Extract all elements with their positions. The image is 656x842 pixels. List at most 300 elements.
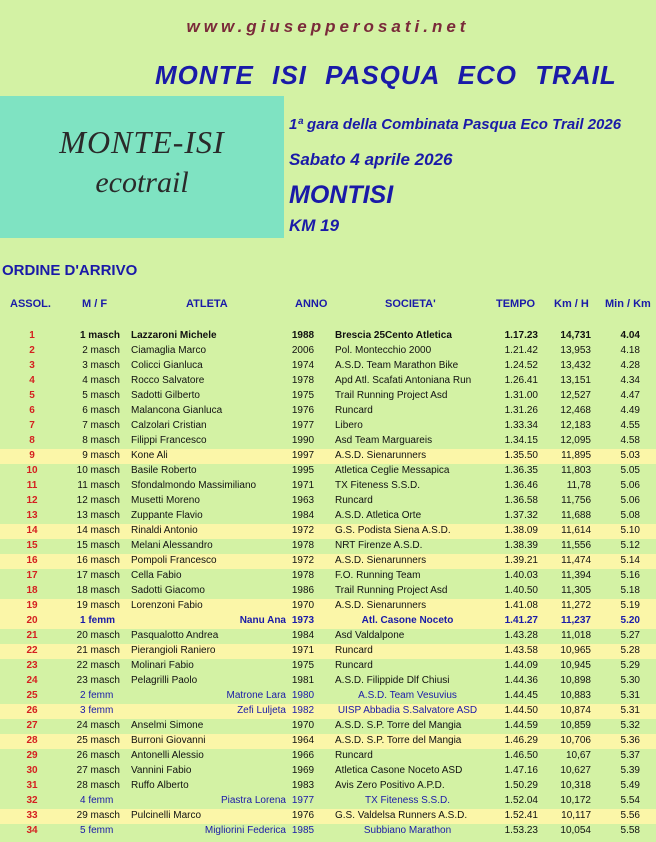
speed-cell: 10,706 [560,735,591,746]
position-cell: 22 [26,645,38,656]
pace-cell: 5.19 [620,600,640,611]
position-cell: 17 [26,570,38,581]
time-cell: 1.36.46 [504,480,538,491]
category-cell: 13 masch [76,510,120,521]
time-cell: 1.37.32 [504,510,538,521]
athlete-cell: Anselmi Simone [131,720,204,731]
society-cell: A.S.D. Sienarunners [335,450,427,461]
position-cell: 31 [26,780,38,791]
header-anno: ANNO [295,298,328,310]
speed-cell: 11,305 [561,585,591,596]
position-cell: 1 [29,330,35,341]
year-cell: 1997 [291,450,315,461]
table-row [0,449,656,464]
speed-cell: 11,78 [566,480,591,491]
year-cell: 1969 [291,765,315,776]
position-cell: 11 [26,480,38,491]
table-row [0,734,656,749]
society-cell: Brescia 25Cento Atletica [335,330,452,341]
speed-cell: 10,172 [560,795,591,806]
speed-cell: 11,556 [561,540,591,551]
position-cell: 20 [26,615,38,626]
speed-cell: 10,054 [560,825,591,836]
year-cell: 1970 [291,720,315,731]
time-cell: 1.31.26 [504,405,538,416]
year-cell: 1988 [291,330,315,341]
athlete-cell: Melani Alessandro [131,540,213,551]
speed-cell: 11,895 [561,450,591,461]
speed-cell: 10,945 [560,660,591,671]
year-cell: 1978 [291,570,315,581]
society-cell: F.O. Running Team [335,570,421,581]
category-cell: 8 masch [82,435,120,446]
table-row [0,794,656,809]
year-cell: 1970 [291,600,315,611]
athlete-cell: Zefi Luljeta [237,705,286,716]
speed-cell: 11,018 [561,630,591,641]
pace-cell: 5.31 [620,705,640,716]
position-cell: 8 [29,435,35,446]
speed-cell: 11,272 [561,600,591,611]
table-row [0,569,656,584]
position-cell: 24 [26,675,38,686]
pace-cell: 5.49 [620,780,640,791]
race-location: MONTISI [289,181,394,209]
athlete-cell: Sfondalmondo Massimiliano [131,480,257,491]
position-cell: 32 [26,795,38,806]
athlete-cell: Basile Roberto [131,465,197,476]
year-cell: 1978 [291,540,315,551]
time-cell: 1.43.58 [504,645,538,656]
header-kmh: Km / H [554,298,589,310]
time-cell: 1.47.16 [504,765,538,776]
athlete-cell: Sadotti Giacomo [131,585,205,596]
time-cell: 1.38.39 [504,540,538,551]
athlete-cell: Zuppante Flavio [131,510,203,521]
pace-cell: 4.18 [620,345,640,356]
table-row [0,344,656,359]
category-cell: 21 masch [76,645,120,656]
table-row [0,479,656,494]
athlete-cell: Musetti Moreno [131,495,200,506]
table-row [0,389,656,404]
speed-cell: 10,859 [560,720,591,731]
position-cell: 21 [26,630,38,641]
pace-cell: 5.03 [620,450,640,461]
category-cell: 5 femm [80,825,114,836]
year-cell: 1978 [291,375,315,386]
table-row [0,464,656,479]
category-cell: 5 masch [82,390,120,401]
pace-cell: 5.58 [620,825,640,836]
category-cell: 19 masch [76,600,120,611]
category-cell: 3 femm [80,705,114,716]
position-cell: 15 [26,540,38,551]
time-cell: 1.50.29 [504,780,538,791]
position-cell: 9 [29,450,35,461]
table-row [0,614,656,629]
race-date: Sabato 4 aprile 2026 [289,150,453,169]
category-cell: 29 masch [76,810,120,821]
position-cell: 28 [26,735,38,746]
time-cell: 1.44.59 [504,720,538,731]
logo-text-sub: ecotrail [95,166,189,199]
speed-cell: 11,803 [561,465,591,476]
pace-cell: 5.12 [620,540,640,551]
category-cell: 10 masch [76,465,120,476]
speed-cell: 13,953 [560,345,591,356]
time-cell: 1.41.27 [504,615,538,626]
year-cell: 1980 [291,690,315,701]
society-cell: A.S.D. S.P. Torre del Mangia [335,735,462,746]
table-row [0,554,656,569]
speed-cell: 10,627 [560,765,591,776]
race-distance: KM 19 [289,216,340,235]
pace-cell: 5.56 [620,810,640,821]
speed-cell: 10,965 [560,645,591,656]
athlete-cell: Calzolari Cristian [131,420,207,431]
speed-cell: 12,095 [560,435,591,446]
athlete-cell: Rocco Salvatore [131,375,205,386]
athlete-cell: Lazzaroni Michele [131,330,217,341]
event-logo [0,96,284,238]
year-cell: 1990 [291,435,315,446]
category-cell: 4 femm [80,795,114,806]
athlete-cell: Ciamaglia Marco [131,345,207,356]
society-cell: Asd Valdalpone [335,630,405,641]
year-cell: 1981 [291,675,315,686]
time-cell: 1.24.52 [504,360,538,371]
table-row [0,509,656,524]
athlete-cell: Molinari Fabio [131,660,194,671]
pace-cell: 5.16 [620,570,640,581]
time-cell: 1.36.58 [504,495,538,506]
header-minkm: Min / Km [605,298,651,310]
race-subtitle: 1ª gara della Combinata Pasqua Eco Trail 2026 [289,116,622,133]
society-cell: A.S.D. Team Marathon Bike [335,360,459,371]
society-cell: Asd Team Marguareis [335,435,433,446]
table-row [0,584,656,599]
pace-cell: 5.06 [620,480,640,491]
pace-cell: 5.36 [620,735,640,746]
speed-cell: 14,731 [560,330,591,341]
time-cell: 1.46.50 [504,750,538,761]
speed-cell: 12,468 [560,405,591,416]
athlete-cell: Pulcinelli Marco [131,810,202,821]
society-cell: A.S.D. Sienarunners [335,555,427,566]
society-cell: NRT Firenze A.S.D. [335,540,423,551]
pace-cell: 5.18 [620,585,640,596]
year-cell: 1972 [291,525,315,536]
year-cell: 1977 [291,420,315,431]
society-cell: TX Fiteness S.S.D. [335,480,421,491]
category-cell: 26 masch [76,750,120,761]
table-row [0,689,656,704]
table-header [0,298,656,314]
time-cell: 1.33.34 [504,420,538,431]
table-row [0,374,656,389]
position-cell: 14 [26,525,38,536]
table-row [0,659,656,674]
society-cell: G.S. Valdelsa Runners A.S.D. [335,810,468,821]
position-cell: 5 [29,390,35,401]
header-mf: M / F [82,298,108,310]
pace-cell: 4.04 [620,330,640,341]
year-cell: 1984 [291,630,315,641]
position-cell: 6 [29,405,35,416]
table-row [0,539,656,554]
year-cell: 1971 [291,645,315,656]
society-cell: Libero [335,420,363,431]
year-cell: 1971 [291,480,315,491]
position-cell: 4 [29,375,35,386]
athlete-cell: Cella Fabio [131,570,182,581]
time-cell: 1.21.42 [504,345,538,356]
time-cell: 1.40.03 [504,570,538,581]
table-row [0,644,656,659]
athlete-cell: Pompoli Francesco [131,555,217,566]
year-cell: 1974 [291,360,315,371]
table-row [0,749,656,764]
category-cell: 22 masch [76,660,120,671]
speed-cell: 11,614 [561,525,591,536]
athlete-cell: Rinaldi Antonio [131,525,198,536]
year-cell: 2006 [291,345,315,356]
pace-cell: 5.30 [620,675,640,686]
society-cell: Runcard [335,495,373,506]
speed-cell: 10,883 [560,690,591,701]
time-cell: 1.43.28 [504,630,538,641]
time-cell: 1.40.50 [504,585,538,596]
time-cell: 1.41.08 [504,600,538,611]
speed-cell: 11,688 [561,510,591,521]
pace-cell: 5.31 [620,690,640,701]
athlete-cell: Migliorini Federica [204,825,286,836]
year-cell: 1973 [291,615,315,626]
page-title: MONTE ISI PASQUA ECO TRAIL [155,60,617,90]
time-cell: 1.31.00 [504,390,538,401]
society-cell: Runcard [335,645,373,656]
position-cell: 3 [29,360,35,371]
speed-cell: 11,474 [561,555,591,566]
athlete-cell: Sadotti Gilberto [131,390,200,401]
pace-cell: 5.05 [620,465,640,476]
table-row [0,764,656,779]
table-row [0,629,656,644]
speed-cell: 12,527 [560,390,591,401]
athlete-cell: Pasqualotto Andrea [131,630,219,641]
time-cell: 1.39.21 [504,555,538,566]
pace-cell: 5.32 [620,720,640,731]
speed-cell: 10,318 [560,780,591,791]
time-cell: 1.46.29 [504,735,538,746]
site-url[interactable]: www.giusepperosati.net [186,17,470,36]
year-cell: 1963 [291,495,315,506]
pace-cell: 5.27 [620,630,640,641]
society-cell: Atl. Casone Noceto [361,615,454,626]
time-cell: 1.44.36 [504,675,538,686]
time-cell: 1.44.09 [504,660,538,671]
speed-cell: 10,898 [560,675,591,686]
athlete-cell: Ruffo Alberto [131,780,189,791]
position-cell: 2 [29,345,35,356]
table-row [0,704,656,719]
position-cell: 26 [26,705,38,716]
athlete-cell: Matrone Lara [226,690,286,701]
society-cell: Atletica Casone Noceto ASD [335,765,463,776]
year-cell: 1972 [291,555,315,566]
pace-cell: 5.28 [620,645,640,656]
society-cell: Runcard [335,660,373,671]
year-cell: 1982 [291,705,315,716]
society-cell: Trail Running Project Asd [335,390,448,401]
pace-cell: 5.37 [620,750,640,761]
time-cell: 1.35.50 [504,450,538,461]
category-cell: 18 masch [76,585,120,596]
table-row [0,329,656,344]
position-cell: 12 [26,495,38,506]
athlete-cell: Pierangioli Raniero [131,645,216,656]
header-tempo: TEMPO [496,298,536,310]
position-cell: 27 [26,720,38,731]
year-cell: 1964 [291,735,315,746]
time-cell: 1.36.35 [504,465,538,476]
table-row [0,419,656,434]
year-cell: 1976 [291,405,315,416]
category-cell: 23 masch [76,675,120,686]
table-row [0,719,656,734]
time-cell: 1.44.50 [504,705,538,716]
table-row [0,824,656,839]
table-row [0,674,656,689]
year-cell: 1983 [291,780,315,791]
table-row [0,359,656,374]
society-cell: A.S.D. Atletica Orte [335,510,422,521]
position-cell: 13 [26,510,38,521]
category-cell: 2 femm [80,690,114,701]
header-atleta: ATLETA [186,298,228,310]
pace-cell: 4.49 [620,405,640,416]
category-cell: 16 masch [76,555,120,566]
position-cell: 16 [26,555,38,566]
position-cell: 7 [29,420,35,431]
society-cell: Apd Atl. Scafati Antoniana Run [335,375,472,386]
results-table [0,329,656,839]
athlete-cell: Colicci Gianluca [131,360,203,371]
athlete-cell: Vannini Fabio [131,765,192,776]
pace-cell: 5.54 [620,795,640,806]
athlete-cell: Piastra Lorena [220,795,286,806]
pace-cell: 5.39 [620,765,640,776]
speed-cell: 11,237 [560,615,591,626]
athlete-cell: Kone Ali [131,450,168,461]
year-cell: 1966 [291,750,315,761]
category-cell: 17 masch [76,570,120,581]
society-cell: Avis Zero Positivo A.P.D. [335,780,445,791]
pace-cell: 4.47 [620,390,640,401]
category-cell: 11 masch [77,480,120,491]
pace-cell: 5.14 [620,555,640,566]
table-row [0,404,656,419]
speed-cell: 10,67 [565,750,591,761]
table-row [0,779,656,794]
category-cell: 14 masch [76,525,120,536]
position-cell: 29 [26,750,38,761]
athlete-cell: Pelagrilli Paolo [131,675,198,686]
header-assol: ASSOL. [10,298,51,310]
pace-cell: 4.58 [620,435,640,446]
category-cell: 24 masch [76,720,120,731]
speed-cell: 10,117 [561,810,591,821]
speed-cell: 10,874 [560,705,591,716]
table-row [0,524,656,539]
society-cell: Subbiano Marathon [363,825,452,836]
pace-cell: 5.06 [620,495,640,506]
time-cell: 1.53.23 [504,825,538,836]
pace-cell: 5.29 [620,660,640,671]
category-cell: 20 masch [76,630,120,641]
speed-cell: 11,394 [561,570,591,581]
pace-cell: 5.08 [620,510,640,521]
category-cell: 15 masch [76,540,120,551]
year-cell: 1976 [291,810,315,821]
table-row [0,434,656,449]
speed-cell: 13,151 [560,375,591,386]
category-cell: 6 masch [82,405,120,416]
year-cell: 1984 [291,510,315,521]
category-cell: 1 masch [79,330,120,341]
athlete-cell: Burroni Giovanni [131,735,206,746]
athlete-cell: Antonelli Alessio [131,750,204,761]
category-cell: 12 masch [76,495,120,506]
athlete-cell: Malancona Gianluca [131,405,223,416]
speed-cell: 11,756 [561,495,591,506]
speed-cell: 13,432 [560,360,591,371]
table-row [0,809,656,824]
society-cell: Runcard [335,405,373,416]
position-cell: 10 [26,465,38,476]
position-cell: 30 [26,765,38,776]
time-cell: 1.17.23 [504,330,538,341]
category-cell: 27 masch [76,765,120,776]
speed-cell: 12,183 [560,420,591,431]
position-cell: 25 [26,690,38,701]
society-cell: TX Fiteness S.S.D. [364,795,451,806]
category-cell: 7 masch [82,420,120,431]
year-cell: 1975 [291,660,315,671]
year-cell: 1985 [291,825,315,836]
society-cell: A.S.D. Team Vesuvius [358,690,457,701]
category-cell: 4 masch [82,375,120,386]
logo-text-main: MONTE-ISI [59,124,225,160]
time-cell: 1.52.41 [504,810,538,821]
year-cell: 1995 [291,465,315,476]
society-cell: Trail Running Project Asd [335,585,448,596]
table-row [0,494,656,509]
category-cell: 9 masch [82,450,120,461]
position-cell: 19 [26,600,38,611]
athlete-cell: Filippi Francesco [131,435,207,446]
time-cell: 1.38.09 [504,525,538,536]
time-cell: 1.26.41 [504,375,538,386]
pace-cell: 4.55 [620,420,640,431]
time-cell: 1.52.04 [504,795,538,806]
year-cell: 1975 [291,390,315,401]
society-cell: Atletica Ceglie Messapica [335,465,450,476]
pace-cell: 5.20 [620,615,640,626]
position-cell: 18 [26,585,38,596]
pace-cell: 4.34 [620,375,640,386]
